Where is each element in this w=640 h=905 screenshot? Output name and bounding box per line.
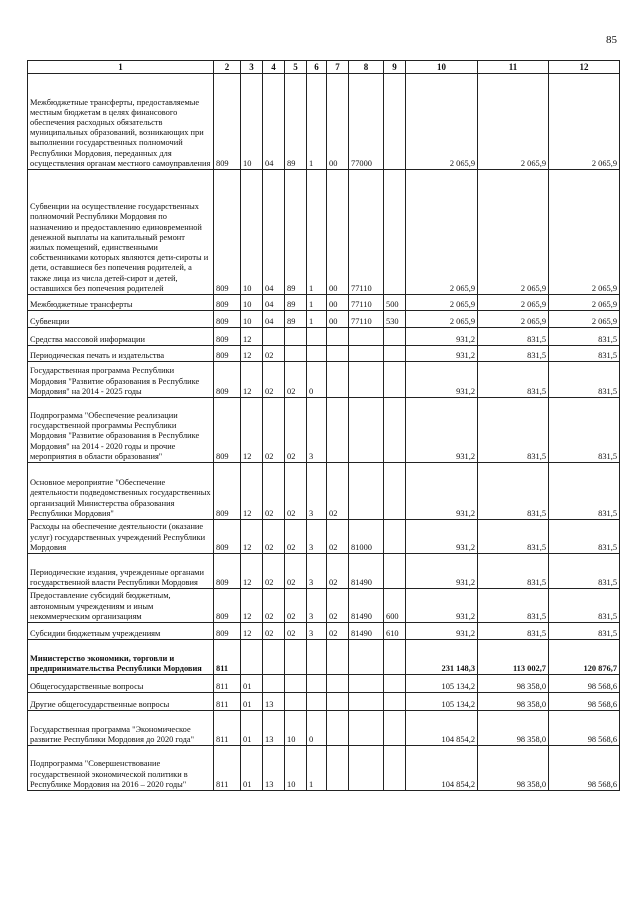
code-cell: 02: [285, 589, 307, 623]
code-cell: 02: [263, 362, 285, 398]
code-cell: 81490: [349, 589, 384, 623]
table-row: [28, 746, 620, 791]
code-cell: 00: [327, 170, 349, 295]
table-row: [28, 711, 620, 746]
code-cell: 89: [285, 170, 307, 295]
code-cell: 02: [285, 398, 307, 463]
code-cell: 809: [214, 346, 241, 362]
amount-cell: 2 065,9: [406, 74, 478, 170]
code-cell: 809: [214, 362, 241, 398]
code-cell: 02: [263, 398, 285, 463]
code-cell: 13: [263, 693, 285, 711]
column-header-1: 1: [28, 61, 214, 74]
code-cell: 02: [263, 589, 285, 623]
amount-cell: 98 358,0: [478, 693, 549, 711]
code-cell: 00: [327, 295, 349, 311]
code-cell: [349, 640, 384, 675]
code-cell: 610: [384, 623, 406, 640]
code-cell: 01: [241, 711, 263, 746]
table-row: [28, 74, 620, 170]
code-cell: [263, 328, 285, 346]
code-cell: [349, 463, 384, 520]
code-cell: [384, 463, 406, 520]
code-cell: 00: [327, 311, 349, 328]
code-cell: 10: [285, 746, 307, 791]
row-name-cell: Подпрограмма "Совершенствование государственной экономической политики в Республике Мордовия на 2016 – 2020 годы": [28, 746, 214, 791]
table-row: [28, 623, 620, 640]
row-name-cell: Министерство экономики, торговли и предпринимательства Республики Мордовия: [28, 640, 214, 675]
table-row: [28, 589, 620, 623]
amount-cell: 2 065,9: [478, 74, 549, 170]
code-cell: [384, 362, 406, 398]
code-cell: [384, 74, 406, 170]
code-cell: 1: [307, 295, 327, 311]
code-cell: 0: [307, 711, 327, 746]
amount-cell: 98 358,0: [478, 711, 549, 746]
amount-cell: 931,2: [406, 346, 478, 362]
column-header-5: 5: [285, 61, 307, 74]
code-cell: 3: [307, 623, 327, 640]
column-header-6: 6: [307, 61, 327, 74]
code-cell: [384, 746, 406, 791]
amount-cell: 831,5: [549, 362, 620, 398]
table-row: [28, 346, 620, 362]
amount-cell: 2 065,9: [549, 295, 620, 311]
code-cell: 81490: [349, 623, 384, 640]
amount-cell: 931,2: [406, 362, 478, 398]
amount-cell: 931,2: [406, 328, 478, 346]
amount-cell: 831,5: [478, 463, 549, 520]
row-name-cell: Межбюджетные трансферты, предоставляемые местным бюджетам в целях финансового обеспечения расходных обязательств муниципальных образований, возникающих при выполнении государственных полномочий Республики Мордовия, переданных для осуществления органам местного самоуправления: [28, 74, 214, 170]
code-cell: 500: [384, 295, 406, 311]
amount-cell: 2 065,9: [478, 170, 549, 295]
table-row: [28, 640, 620, 675]
column-header-3: 3: [241, 61, 263, 74]
amount-cell: 831,5: [478, 346, 549, 362]
code-cell: [241, 640, 263, 675]
code-cell: 809: [214, 520, 241, 554]
code-cell: 530: [384, 311, 406, 328]
code-cell: 12: [241, 589, 263, 623]
code-cell: [285, 328, 307, 346]
code-cell: 3: [307, 463, 327, 520]
code-cell: [327, 398, 349, 463]
table-row: [28, 675, 620, 693]
amount-cell: 2 065,9: [549, 74, 620, 170]
amount-cell: 2 065,9: [478, 295, 549, 311]
amount-cell: 831,5: [478, 362, 549, 398]
code-cell: [327, 640, 349, 675]
code-cell: 10: [241, 311, 263, 328]
column-header-4: 4: [263, 61, 285, 74]
code-cell: [384, 520, 406, 554]
amount-cell: 931,2: [406, 589, 478, 623]
amount-cell: 98 568,6: [549, 675, 620, 693]
code-cell: 811: [214, 640, 241, 675]
table-row: [28, 362, 620, 398]
code-cell: [349, 675, 384, 693]
code-cell: 02: [327, 623, 349, 640]
code-cell: 12: [241, 554, 263, 589]
column-header-7: 7: [327, 61, 349, 74]
amount-cell: 831,5: [549, 328, 620, 346]
code-cell: 02: [285, 520, 307, 554]
code-cell: [263, 675, 285, 693]
table-row: [28, 693, 620, 711]
code-cell: 89: [285, 295, 307, 311]
amount-cell: 831,5: [549, 589, 620, 623]
code-cell: 811: [214, 675, 241, 693]
code-cell: [307, 328, 327, 346]
code-cell: 02: [285, 362, 307, 398]
row-name-cell: Субвенции на осуществление государственных полномочий Республики Мордовия по назначению и предоставлению единовременной денежной выплаты на капитальный ремонт жилых помещений, единственными собственниками которых являются дети-сироты и дети, оставшиеся без попечения родителей, а также лица из числа детей-сирот и детей, оставшихся без попечения родителей: [28, 170, 214, 295]
code-cell: 809: [214, 295, 241, 311]
code-cell: 809: [214, 74, 241, 170]
column-header-11: 11: [478, 61, 549, 74]
row-name-cell: Средства массовой информации: [28, 328, 214, 346]
code-cell: 0: [307, 362, 327, 398]
code-cell: 12: [241, 520, 263, 554]
code-cell: [384, 328, 406, 346]
code-cell: 02: [263, 554, 285, 589]
code-cell: 01: [241, 693, 263, 711]
amount-cell: 105 134,2: [406, 693, 478, 711]
amount-cell: 831,5: [478, 589, 549, 623]
code-cell: [384, 554, 406, 589]
code-cell: [384, 640, 406, 675]
code-cell: 10: [241, 170, 263, 295]
amount-cell: 831,5: [549, 398, 620, 463]
code-cell: 600: [384, 589, 406, 623]
code-cell: 809: [214, 589, 241, 623]
code-cell: [384, 675, 406, 693]
code-cell: [349, 346, 384, 362]
amount-cell: 2 065,9: [406, 311, 478, 328]
row-name-cell: Другие общегосударственные вопросы: [28, 693, 214, 711]
code-cell: [384, 693, 406, 711]
row-name-cell: Периодические издания, учрежденные органами государственной власти Республики Мордовия: [28, 554, 214, 589]
code-cell: 02: [263, 623, 285, 640]
code-cell: 811: [214, 746, 241, 791]
table-row: [28, 398, 620, 463]
row-name-cell: Общегосударственные вопросы: [28, 675, 214, 693]
amount-cell: 831,5: [549, 554, 620, 589]
code-cell: 02: [327, 463, 349, 520]
code-cell: [349, 362, 384, 398]
amount-cell: 831,5: [478, 623, 549, 640]
row-name-cell: Государственная программа "Экономическое развитие Республики Мордовия до 2020 года": [28, 711, 214, 746]
amount-cell: 2 065,9: [549, 311, 620, 328]
row-name-cell: Расходы на обеспечение деятельности (оказание услуг) государственных учреждений Республики Мордовия: [28, 520, 214, 554]
code-cell: [384, 711, 406, 746]
code-cell: [327, 746, 349, 791]
amount-cell: 98 568,6: [549, 693, 620, 711]
code-cell: 809: [214, 398, 241, 463]
code-cell: 13: [263, 711, 285, 746]
amount-cell: 831,5: [478, 520, 549, 554]
code-cell: 10: [241, 295, 263, 311]
amount-cell: 2 065,9: [478, 311, 549, 328]
row-name-cell: Периодическая печать и издательства: [28, 346, 214, 362]
code-cell: 02: [327, 554, 349, 589]
row-name-cell: Межбюджетные трансферты: [28, 295, 214, 311]
table-row: [28, 328, 620, 346]
column-header-10: 10: [406, 61, 478, 74]
code-cell: [384, 170, 406, 295]
code-cell: 12: [241, 398, 263, 463]
row-name-cell: Предоставление субсидий бюджетным, автономным учреждениям и иным некоммерческим организациям: [28, 589, 214, 623]
row-name-cell: Основное мероприятие "Обеспечение деятельности подведомственных государственных организаций Министерства образования Республики Мордовия": [28, 463, 214, 520]
table-row: [28, 554, 620, 589]
code-cell: [327, 675, 349, 693]
code-cell: [307, 346, 327, 362]
code-cell: 04: [263, 74, 285, 170]
amount-cell: 831,5: [478, 398, 549, 463]
page-number: 85: [606, 34, 617, 46]
code-cell: [327, 328, 349, 346]
code-cell: 1: [307, 74, 327, 170]
amount-cell: 98 568,6: [549, 711, 620, 746]
amount-cell: 931,2: [406, 554, 478, 589]
column-header-8: 8: [349, 61, 384, 74]
code-cell: [285, 346, 307, 362]
code-cell: [327, 711, 349, 746]
code-cell: 04: [263, 170, 285, 295]
amount-cell: 931,2: [406, 520, 478, 554]
code-cell: [307, 693, 327, 711]
code-cell: 811: [214, 693, 241, 711]
amount-cell: 931,2: [406, 623, 478, 640]
code-cell: [307, 640, 327, 675]
code-cell: 01: [241, 746, 263, 791]
code-cell: 01: [241, 675, 263, 693]
amount-cell: 104 854,2: [406, 711, 478, 746]
code-cell: [384, 398, 406, 463]
code-cell: 02: [285, 554, 307, 589]
row-name-cell: Государственная программа Республики Мордовия "Развитие образования в Республике Мордовия" на 2014 - 2025 годы: [28, 362, 214, 398]
code-cell: 89: [285, 311, 307, 328]
code-cell: 12: [241, 623, 263, 640]
code-cell: [285, 693, 307, 711]
code-cell: 12: [241, 463, 263, 520]
code-cell: 1: [307, 746, 327, 791]
amount-cell: 831,5: [549, 463, 620, 520]
table-row: [28, 463, 620, 520]
column-header-9: 9: [384, 61, 406, 74]
code-cell: 12: [241, 346, 263, 362]
code-cell: 3: [307, 398, 327, 463]
amount-cell: 831,5: [549, 346, 620, 362]
amount-cell: 831,5: [549, 623, 620, 640]
amount-cell: 2 065,9: [549, 170, 620, 295]
code-cell: 04: [263, 311, 285, 328]
amount-cell: 2 065,9: [406, 295, 478, 311]
code-cell: 81490: [349, 554, 384, 589]
code-cell: 02: [327, 520, 349, 554]
code-cell: 13: [263, 746, 285, 791]
code-cell: 1: [307, 311, 327, 328]
code-cell: 02: [285, 623, 307, 640]
amount-cell: 98 568,6: [549, 746, 620, 791]
amount-cell: 113 002,7: [478, 640, 549, 675]
table-row: [28, 520, 620, 554]
code-cell: [384, 346, 406, 362]
code-cell: 02: [263, 463, 285, 520]
code-cell: [307, 675, 327, 693]
row-name-cell: Подпрограмма "Обеспечение реализации государственной программы Республики Мордовия "Развитие образования в Республике Мордовия" на 2014 - 2020 годы и прочие мероприятия в области образования": [28, 398, 214, 463]
code-cell: 77110: [349, 311, 384, 328]
code-cell: 02: [285, 463, 307, 520]
amount-cell: 2 065,9: [406, 170, 478, 295]
code-cell: 02: [327, 589, 349, 623]
amount-cell: 98 358,0: [478, 675, 549, 693]
code-cell: 809: [214, 623, 241, 640]
row-name-cell: Субвенции: [28, 311, 214, 328]
code-cell: 12: [241, 328, 263, 346]
table-row: [28, 170, 620, 295]
code-cell: 12: [241, 362, 263, 398]
code-cell: [349, 398, 384, 463]
amount-cell: 98 358,0: [478, 746, 549, 791]
column-header-12: 12: [549, 61, 620, 74]
code-cell: 77110: [349, 295, 384, 311]
code-cell: 10: [241, 74, 263, 170]
amount-cell: 931,2: [406, 398, 478, 463]
table-row: [28, 311, 620, 328]
code-cell: [349, 693, 384, 711]
code-cell: 10: [285, 711, 307, 746]
code-cell: [327, 693, 349, 711]
code-cell: 809: [214, 463, 241, 520]
code-cell: 00: [327, 74, 349, 170]
code-cell: 809: [214, 170, 241, 295]
code-cell: 02: [263, 346, 285, 362]
amount-cell: 831,5: [478, 554, 549, 589]
code-cell: [327, 346, 349, 362]
amount-cell: 231 148,3: [406, 640, 478, 675]
code-cell: 3: [307, 589, 327, 623]
code-cell: [285, 675, 307, 693]
code-cell: 809: [214, 311, 241, 328]
code-cell: 02: [263, 520, 285, 554]
table-row: [28, 295, 620, 311]
row-name-cell: Субсидии бюджетным учреждениям: [28, 623, 214, 640]
code-cell: [349, 328, 384, 346]
amount-cell: 831,5: [549, 520, 620, 554]
code-cell: [349, 711, 384, 746]
code-cell: 1: [307, 170, 327, 295]
amount-cell: 104 854,2: [406, 746, 478, 791]
amount-cell: 931,2: [406, 463, 478, 520]
code-cell: 3: [307, 554, 327, 589]
code-cell: 77000: [349, 74, 384, 170]
code-cell: 809: [214, 328, 241, 346]
amount-cell: 120 876,7: [549, 640, 620, 675]
amount-cell: 831,5: [478, 328, 549, 346]
code-cell: 04: [263, 295, 285, 311]
amount-cell: 105 134,2: [406, 675, 478, 693]
code-cell: 3: [307, 520, 327, 554]
code-cell: 89: [285, 74, 307, 170]
header-row: [28, 61, 620, 74]
budget-table: [27, 60, 620, 791]
code-cell: [263, 640, 285, 675]
code-cell: 81000: [349, 520, 384, 554]
code-cell: 77110: [349, 170, 384, 295]
code-cell: [327, 362, 349, 398]
code-cell: [349, 746, 384, 791]
code-cell: 809: [214, 554, 241, 589]
code-cell: 811: [214, 711, 241, 746]
code-cell: [285, 640, 307, 675]
column-header-2: 2: [214, 61, 241, 74]
